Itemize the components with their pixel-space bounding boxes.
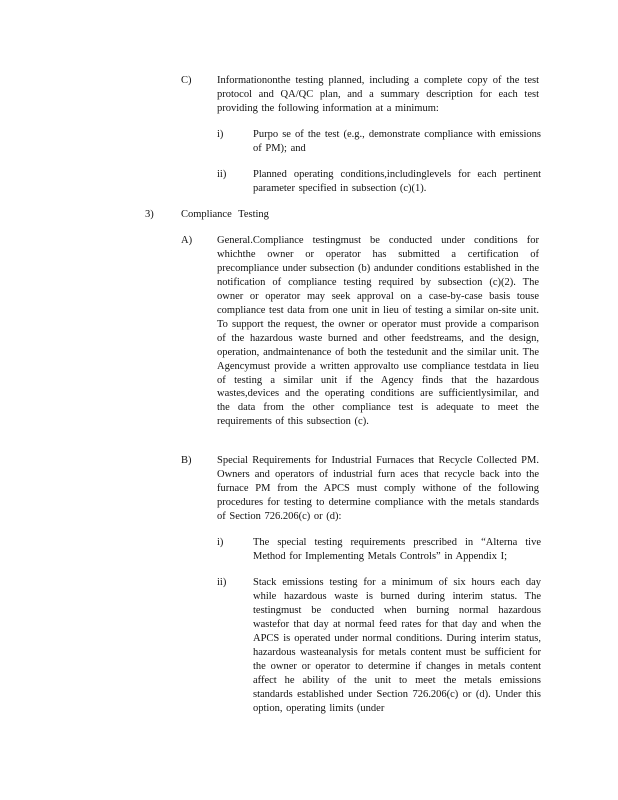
section-3-label: 3) [145,209,154,220]
item-b-sub-ii-text: Stack emissions testing for a minimum of six hours each day while hazardous waste is burned during interim status. The testingmust be conducted when burning normal hazardous wastefor that day at normal feed rates for that day and when the APCS is operated under normal conditions. During interim status, hazardous wasteanalysis for metals content must be sufficient for the owner or operator to determine if changes in metals content affect he ability of the unit to meet the metals emissions standards established under Section 726.206(c) or (d). Under this option, operating limits (under [253,577,541,714]
item-b-label: B) [181,455,192,466]
section-3-heading: Compliance Testing [181,209,269,220]
item-c-text: Informationonthe testing planned, including a complete copy of the test protocol and QA/QC plan, and a summary description for each test providing the following information at a minimum: [217,75,539,114]
item-b-sub-i-text: The special testing requirements prescribed in “Alterna tive Method for Implementing Metals Controls” in Appendix I; [253,537,541,562]
item-a-label: A) [181,235,193,246]
item-c-label: C) [181,75,192,86]
item-b-sub-i-label: i) [217,537,224,548]
item-c-sub-ii-text: Planned operating conditions,includinglevels for each pertinent parameter specified in subsection (c)(1). [253,169,541,194]
item-b-sub-ii-label: ii) [217,577,227,588]
item-c-sub-i-label: i) [217,129,224,140]
item-b-text: Special Requirements for Industrial Furnaces that Recycle Collected PM. Owners and operators of industrial furn aces that recycle back into the furnace PM from the APCS must comply withone of the following procedures for testing to determine compliance with the metals standards of Section 726.206(c) or (d): [217,455,539,522]
item-c-sub-ii-label: ii) [217,169,227,180]
item-c-sub-i-text: Purpo se of the test (e.g., demonstrate compliance with emissions of PM); and [253,129,541,154]
item-a-text: General.Compliance testingmust be conducted under conditions for whichthe owner or operator has submitted a certification of precompliance under subsection (b) andunder conditions established in the notification of compliance testing required by subsection (c)(2). The owner or operator may seek approval on a case-by-case basis touse compliance test data from one unit in lieu of testing a similar on-site unit. To support the request, the owner or operator must provide a comparison of the hazardous waste burned and other feedstreams, and the design, operation, andmaintenance of both the testedunit and the similar unit. The Agencymust provide a written approvalto use compliance testdata in lieu of testing a similar unit if the Agency finds that the hazardous wastes,devices and the operating conditions are sufficientlysimilar, and the data from the other compliance test is adequate to meet the requirements of this subsection (c). [217,235,539,428]
